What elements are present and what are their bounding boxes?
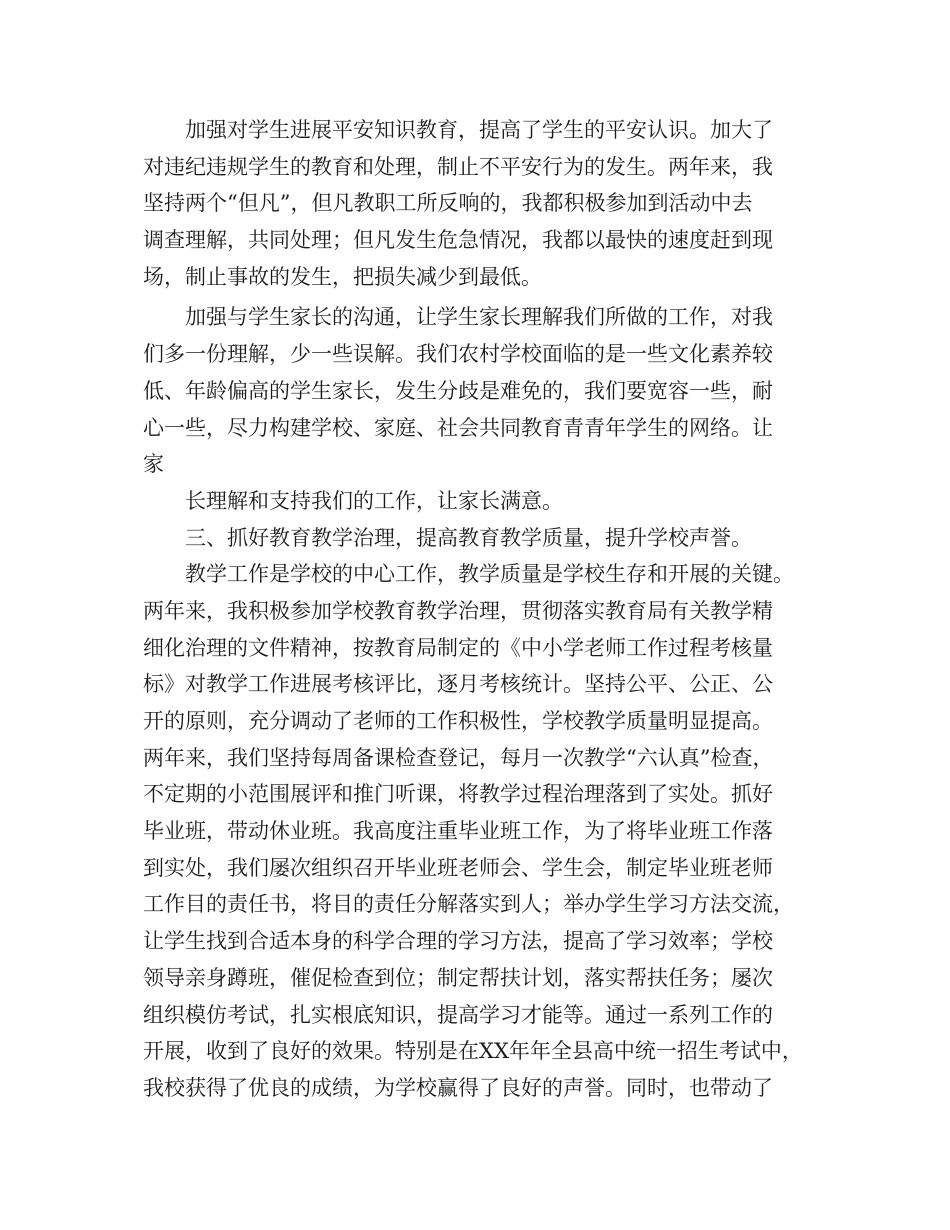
- paragraph-line: 们多一份理解，少一些误解。我们农村学校面临的是一些文化素养较: [143, 342, 773, 367]
- paragraph-line: 坚持两个“但凡”，但凡教职工所反响的，我都积极参加到活动中去: [143, 191, 753, 216]
- paragraph-line: 不定期的小范围展评和推门听课，将教学过程治理落到了实处。抓好: [143, 782, 773, 807]
- paragraph-line: 低、年龄偏高的学生家长，发生分歧是难免的，我们要宽容一些，耐: [143, 378, 773, 403]
- paragraph-line: 开的原则，充分调动了老师的工作积极性，学校教学质量明显提高。: [143, 709, 773, 733]
- paragraph-line: 让学生找到合适本身的科学合理的学习方法，提高了学习效率；学校: [143, 929, 773, 954]
- paragraph-line: 到实处，我们屡次组织召开毕业班老师会、学生会，制定毕业班老师: [143, 855, 773, 880]
- section-heading: 三、抓好教育教学治理，提高教育教学质量，提升学校声誉。: [185, 525, 752, 550]
- paragraph-line: 教学工作是学校的中心工作，教学质量是学校生存和开展的关键。: [185, 562, 794, 587]
- paragraph-line: 两年来，我们坚持每周备课检查登记，每月一次教学“六认真”检查，: [143, 745, 774, 770]
- paragraph-line: 家: [143, 452, 164, 477]
- paragraph-line: 调查理解，共同处理；但凡发生危急情况，我都以最快的速度赶到现: [143, 228, 773, 253]
- paragraph-line: 加强对学生进展平安知识教育，提高了学生的平安认识。加大了: [185, 118, 773, 142]
- paragraph-line: 领导亲身蹲班，催促检查到位；制定帮扶计划，落实帮扶任务；屡次: [143, 965, 773, 990]
- paragraph-line: 工作目的责任书，将目的责任分解落实到人；举办学生学习方法交流，: [143, 892, 794, 917]
- paragraph-line: 开展，收到了良好的效果。特别是在XX年年全县高中统一招生考试中，: [143, 1039, 803, 1064]
- document-body: [143, 112, 823, 1107]
- paragraph-line: 细化治理的文件精神，按教育局制定的《中小学老师工作过程考核量: [143, 635, 773, 660]
- paragraph-line: 我校获得了优良的成绩，为学校赢得了良好的声誉。同时，也带动了: [143, 1075, 773, 1100]
- paragraph-line: 毕业班，带动休业班。我高度注重毕业班工作，为了将毕业班工作落: [143, 819, 773, 844]
- paragraph-line: 加强与学生家长的沟通，让学生家长理解我们所做的工作，对我: [185, 305, 773, 330]
- paragraph-line: 场，制止事故的发生，把损失减少到最低。: [143, 264, 542, 289]
- paragraph-line: 标》对教学工作进展考核评比，逐月考核统计。坚持公平、公正、公: [143, 672, 773, 697]
- paragraph-line: 长理解和支持我们的工作，让家长满意。: [185, 488, 563, 513]
- paragraph-line: 组织模仿考试，扎实根底知识，提高学习才能等。通过一系列工作的: [143, 1002, 773, 1027]
- paragraph-line: 心一些，尽力构建学校、家庭、社会共同教育青青年学生的网络。让: [143, 415, 773, 440]
- paragraph-line: 两年来，我积极参加学校教育教学治理，贯彻落实教育局有关教学精: [143, 598, 773, 623]
- paragraph-line: 对违纪违规学生的教育和处理，制止不平安行为的发生。两年来，我: [143, 154, 773, 179]
